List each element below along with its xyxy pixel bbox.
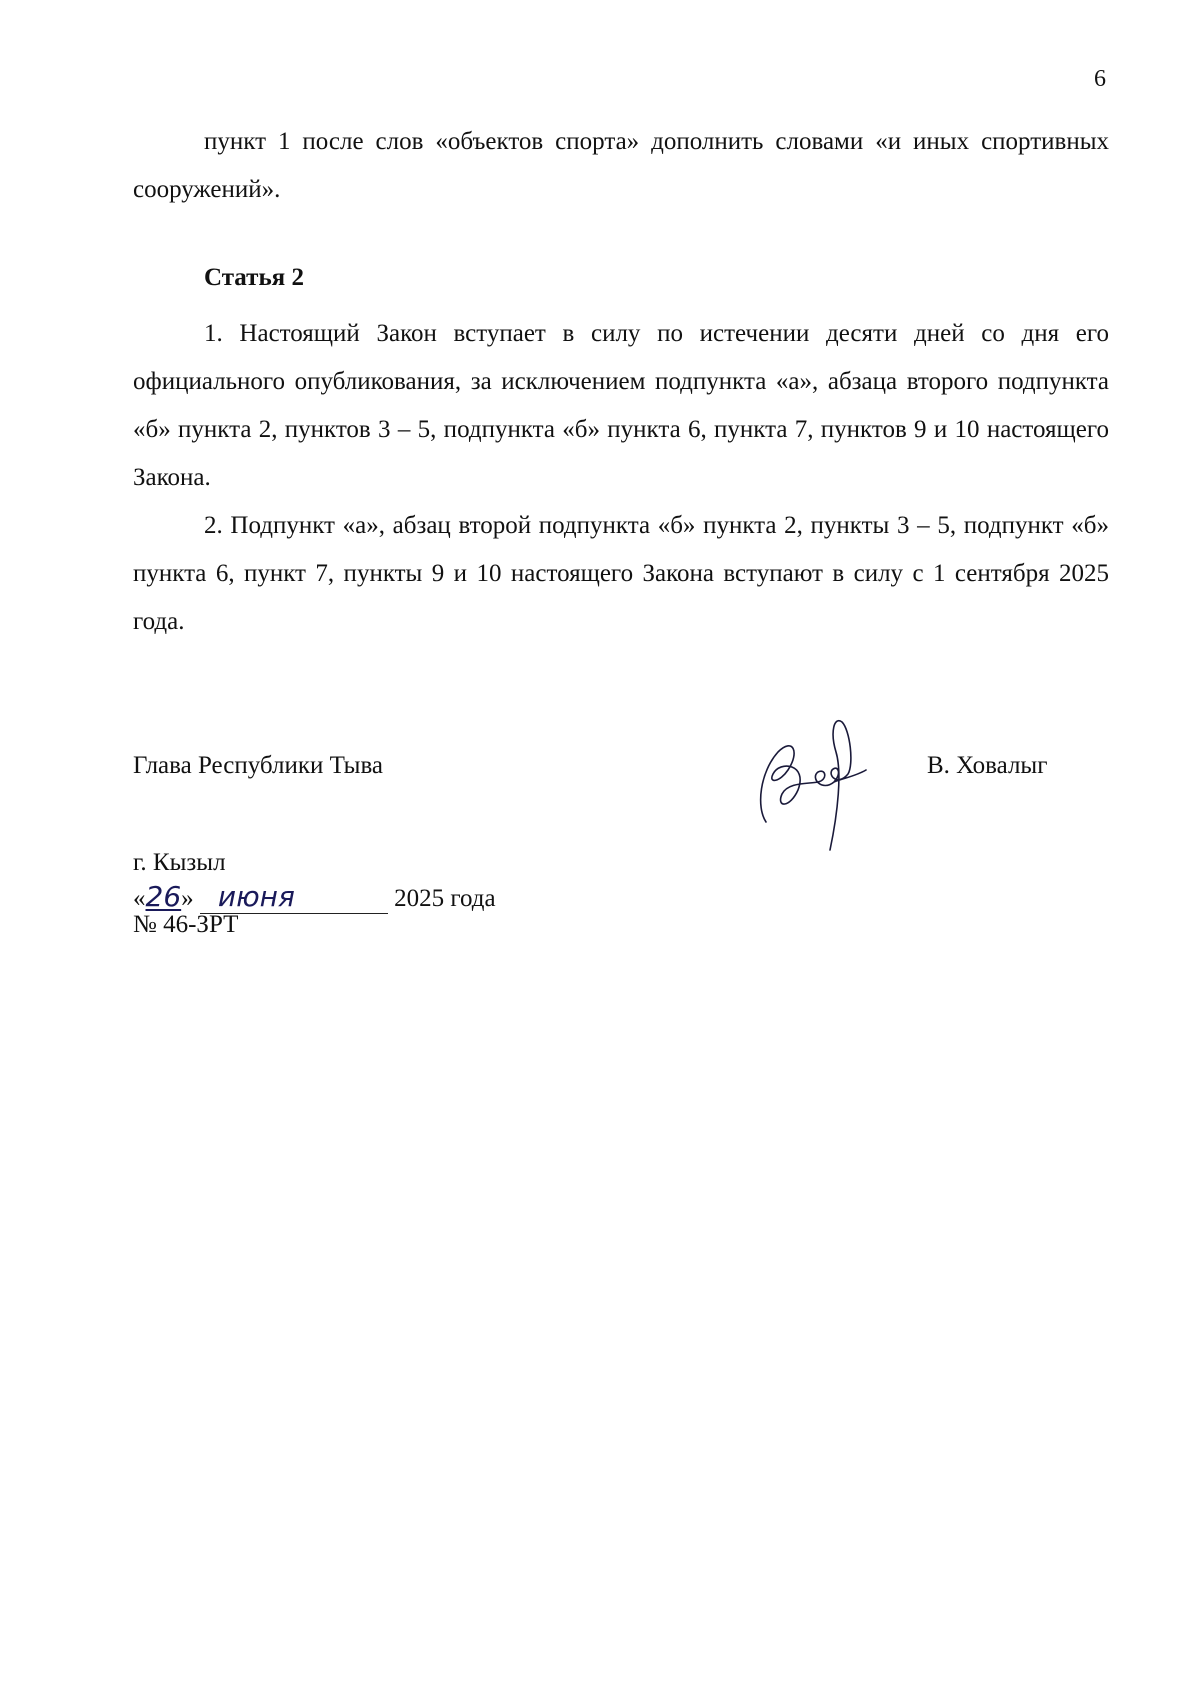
law-number: № 46-ЗРТ [133, 911, 239, 938]
paragraph-clause-2: 2. Подпункт «а», абзац второй подпункта «б» пункта 2, пункты 3 – 5, подпункт «б» пункта 6, пункт 7, пункты 9 и 10 настоящего Закона вступают в силу с 1 сентября 2025 года. [133, 512, 1109, 635]
signing-city: г. Кызыл [133, 849, 226, 876]
quote-close: » [181, 885, 194, 912]
signing-year: 2025 года [394, 885, 496, 912]
signing-date [133, 880, 496, 914]
handwritten-month: июня [217, 880, 295, 913]
article-heading: Статья 2 [204, 264, 304, 291]
paragraph-amendment: пункт 1 после слов «объектов спорта» дополнить словами «и иных спортивных сооружений». [133, 128, 1109, 203]
signer-title: Глава Республики Тыва [133, 752, 384, 779]
paragraph-clause-1: 1. Настоящий Закон вступает в силу по истечении десяти дней со дня его официального опубликования, за исключением подпункта «а», абзаца второго подпункта «б» пункта 2, пунктов 3 – 5, подпункта «б» пункта 6, пункта 7, пунктов 9 и 10 настоящего Закона. [133, 320, 1109, 491]
handwritten-day: 26 [145, 880, 182, 913]
signer-name: В. Ховалыг [927, 752, 1048, 779]
handwritten-signature [738, 712, 888, 862]
page-number: 6 [1094, 66, 1106, 92]
quote-open: « [133, 885, 146, 912]
